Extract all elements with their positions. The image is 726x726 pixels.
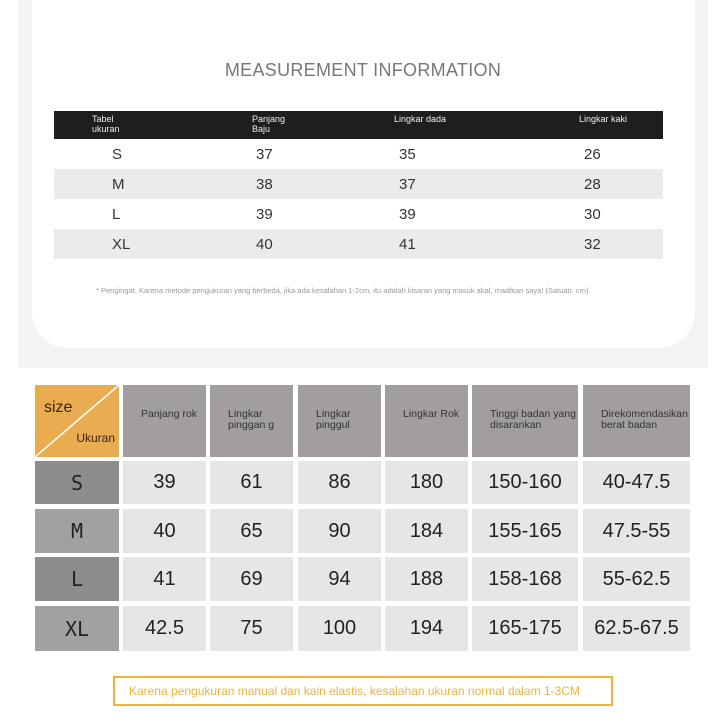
table-cell: 38 bbox=[256, 175, 273, 193]
value-cell: 194 bbox=[385, 606, 468, 651]
table-cell: 28 bbox=[584, 175, 601, 193]
header-cell: Panjang rok bbox=[123, 385, 206, 457]
header-cell: Lingkar dada bbox=[394, 114, 447, 124]
size-corner-cell bbox=[35, 385, 119, 457]
value-cell: 155-165 bbox=[472, 509, 578, 553]
diagonal-line bbox=[35, 385, 119, 457]
table-cell: 30 bbox=[584, 205, 601, 223]
page-title: MEASUREMENT INFORMATION bbox=[224, 60, 502, 80]
value-cell: 165-175 bbox=[472, 606, 578, 651]
header-cell: Panjang Baju bbox=[252, 114, 286, 134]
table-cell: 41 bbox=[399, 235, 416, 253]
value-cell: 40-47.5 bbox=[583, 461, 690, 504]
value-cell: 62.5-67.5 bbox=[583, 606, 690, 651]
table-row bbox=[54, 139, 663, 169]
table-cell: M bbox=[112, 175, 125, 193]
header-cell: Direkomendasikan berat badan bbox=[583, 385, 690, 457]
value-cell: 184 bbox=[385, 509, 468, 553]
header-cell: Lingkar Rok bbox=[385, 385, 468, 457]
value-cell: 55-62.5 bbox=[583, 557, 690, 601]
value-cell: 69 bbox=[210, 557, 293, 601]
table-cell: XL bbox=[112, 235, 131, 253]
value-cell: 158-168 bbox=[472, 557, 578, 601]
value-cell: 39 bbox=[123, 461, 206, 504]
table-cell: L bbox=[112, 205, 121, 223]
value-cell: 86 bbox=[298, 461, 381, 504]
value-cell: 150-160 bbox=[472, 461, 578, 504]
table-cell: 32 bbox=[584, 235, 601, 253]
size-cell: M bbox=[35, 509, 119, 553]
header-cell: Lingkar pinggan g bbox=[210, 385, 293, 457]
table-row bbox=[54, 169, 663, 199]
size-cell: XL bbox=[35, 606, 119, 651]
value-cell: 188 bbox=[385, 557, 468, 601]
value-cell: 75 bbox=[210, 606, 293, 651]
table-row bbox=[54, 229, 663, 259]
value-cell: 61 bbox=[210, 461, 293, 504]
size-cell: L bbox=[35, 557, 119, 601]
table-cell: 37 bbox=[399, 175, 416, 193]
table-cell: 40 bbox=[256, 235, 273, 253]
table-cell: 39 bbox=[399, 205, 416, 223]
measurement-table bbox=[54, 111, 663, 259]
header-cell: Tinggi badan yang disarankan bbox=[472, 385, 578, 457]
table-row bbox=[54, 199, 663, 229]
header-cell: Lingkar pinggul bbox=[298, 385, 381, 457]
value-cell: 65 bbox=[210, 509, 293, 553]
table-cell: S bbox=[112, 145, 123, 163]
table-header bbox=[54, 111, 663, 139]
value-cell: 180 bbox=[385, 461, 468, 504]
value-cell: 90 bbox=[298, 509, 381, 553]
corner-size-label: size bbox=[44, 399, 73, 416]
size-cell: S bbox=[35, 461, 119, 504]
table-cell: 37 bbox=[256, 145, 273, 163]
value-cell: 100 bbox=[298, 606, 381, 651]
table-cell: 35 bbox=[399, 145, 416, 163]
table-cell: 39 bbox=[256, 205, 273, 223]
value-cell: 47.5-55 bbox=[583, 509, 690, 553]
corner-ukuran-label: Ukuran bbox=[76, 431, 115, 445]
table-cell: 26 bbox=[584, 145, 601, 163]
value-cell: 41 bbox=[123, 557, 206, 601]
value-cell: 42.5 bbox=[123, 606, 206, 651]
value-cell: 94 bbox=[298, 557, 381, 601]
header-cell: Tabel ukuran bbox=[92, 114, 120, 134]
reminder-note: * Pengingat: Karena metode pengukuran yang berbeda, jika ada kesalahan 1-2cm, itu adalah kisaran yang masuk akal, maafkan saya! (Satuan: cm) bbox=[96, 286, 589, 295]
warning-box: Karena pengukuran manual dan kain elastis, kesalahan ukuran normal dalam 1-3CM bbox=[113, 676, 613, 706]
value-cell: 40 bbox=[123, 509, 206, 553]
header-cell: Lingkar kaki bbox=[579, 114, 628, 124]
